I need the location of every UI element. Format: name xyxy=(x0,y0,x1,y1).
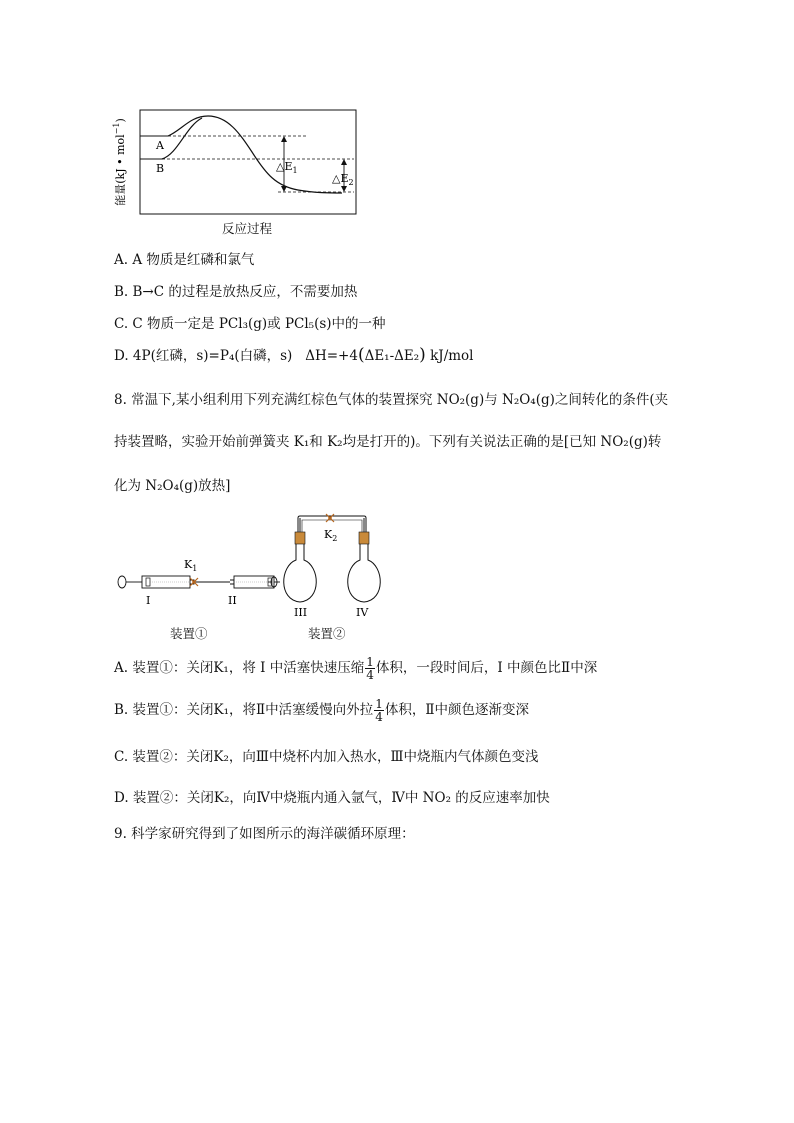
label-k2: $K_2$ xyxy=(324,528,338,543)
syringe-i xyxy=(118,576,194,588)
x-axis-label: 反应过程 xyxy=(222,221,273,236)
q7-option-c: C. C 物质一定是 PCl₃(g)或 PCl₅(s)中的一种 xyxy=(114,316,386,332)
label-syringe-i: I xyxy=(146,594,151,607)
caption-apparatus-2: 装置② xyxy=(308,626,346,641)
label-flask-iv: IV xyxy=(356,606,369,619)
q7-option-a: A. A 物质是红磷和氯气 xyxy=(114,252,255,268)
fraction-one-quarter: $\frac{1}{4}$ xyxy=(375,697,383,724)
label-flask-iii: III xyxy=(294,606,308,619)
reaction-curve-b xyxy=(162,118,202,159)
caption-apparatus-1: 装置① xyxy=(170,626,208,641)
flask-iv xyxy=(348,518,381,602)
svg-text:能量(kJ • mol−1): 能量(kJ • mol$^{-1}$) xyxy=(112,118,127,206)
y-axis-label xyxy=(112,118,127,206)
apparatus-diagram xyxy=(112,510,402,622)
reaction-curve xyxy=(168,116,342,193)
label-syringe-ii: II xyxy=(228,594,237,607)
diagram-frame xyxy=(140,110,356,214)
clamp-k2 xyxy=(326,514,334,522)
q8-option-d: D. 装置②：关闭K₂，向Ⅳ中烧瓶内通入氩气，Ⅳ中 NO₂ 的反应速率加快 xyxy=(114,790,550,806)
label-b: B xyxy=(156,162,165,175)
q8-option-a: A. 装置①：关闭K₁，将 I 中活塞快速压缩 $\frac{1}{4}$ 体积，一段时间后，I 中颜色比Ⅱ中深 xyxy=(114,655,598,682)
q8-option-c: C. 装置②：关闭K₂，向Ⅲ中烧杯内加入热水，Ⅲ中烧瓶内气体颜色变浅 xyxy=(114,749,539,765)
energy-diagram xyxy=(110,104,370,236)
label-delta-e1: $\triangle E_1$ xyxy=(276,160,298,175)
flask-iii xyxy=(284,518,317,602)
label-a: A xyxy=(156,139,164,152)
q7-option-b: B. B→C 的过程是放热反应，不需要加热 xyxy=(114,284,358,300)
q7-option-d: D. 4P(红磷，s)=P₄(白磷，s) ΔH=+4(ΔE₁-ΔE₂) kJ/mol xyxy=(114,345,474,365)
q8-option-b: B. 装置①：关闭K₁，将Ⅱ中活塞缓慢向外拉 $\frac{1}{4}$ 体积，Ⅱ中颜色逐渐变深 xyxy=(114,697,530,724)
q9-stem-line1: 9. 科学家研究得到了如图所示的海洋碳循环原理： xyxy=(114,826,415,842)
fraction-one-quarter: $\frac{1}{4}$ xyxy=(366,655,374,682)
syringe-ii xyxy=(230,576,280,588)
q8-stem-line2: 持装置略，实验开始前弹簧夹 K₁和 K₂均是打开的)。下列有关说法正确的是[已知 NO₂(g)转 xyxy=(114,434,662,450)
label-k1: $K_1$ xyxy=(184,558,198,573)
q8-stem-line3: 化为 N₂O₄(g)放热] xyxy=(114,478,231,494)
q8-stem-line1: 8. 常温下,某小组利用下列充满红棕色气体的装置探究 NO₂(g)与 N₂O₄(g)之间转化的条件(夹 xyxy=(114,392,669,408)
label-delta-e2: $\triangle E_2$ xyxy=(332,172,354,187)
